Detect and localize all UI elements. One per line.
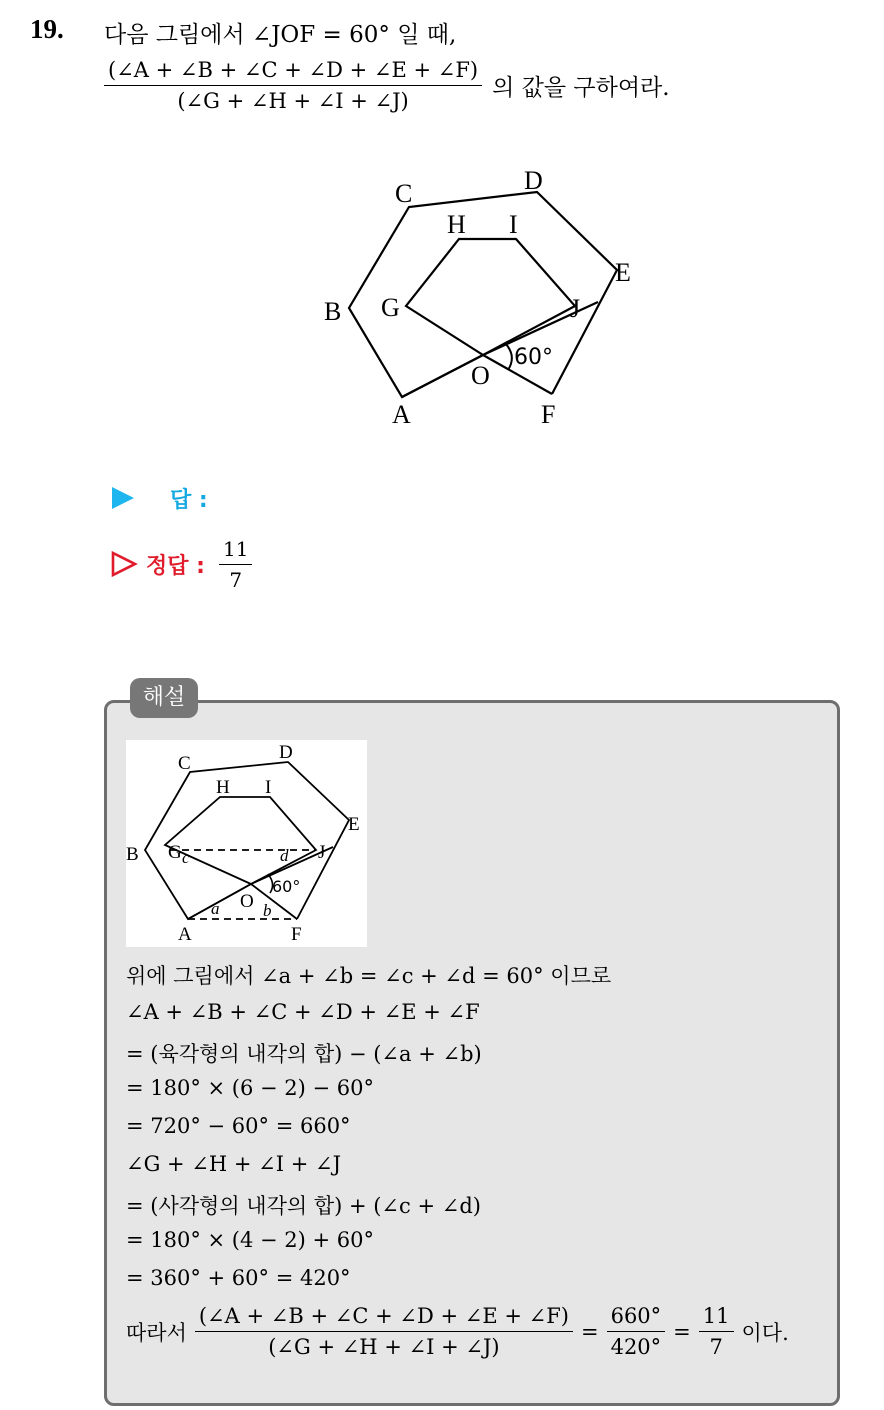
angle-60-arc <box>505 343 512 370</box>
final-result-fraction <box>699 1304 734 1359</box>
sol-angle-label: 60° <box>272 877 301 896</box>
sol-label-G: G <box>168 842 182 863</box>
solution-line-6: ∠G + ∠H + ∠I + ∠J <box>126 1152 342 1176</box>
sol-label-C: C <box>178 753 191 774</box>
final-fraction-numerator: (∠A + ∠B + ∠C + ∠D + ∠E + ∠F) <box>195 1304 573 1332</box>
solution-line-2: ∠A + ∠B + ∠C + ∠D + ∠E + ∠F <box>126 1000 480 1024</box>
sol-label-B: B <box>126 844 139 865</box>
sol-small-c: c <box>182 848 190 867</box>
solution-line-3: = (육각형의 내각의 합) − (∠a + ∠b) <box>126 1042 482 1066</box>
final-suffix: 이다. <box>741 1320 789 1345</box>
question-number: 19. <box>30 14 64 44</box>
question-expression <box>104 58 670 113</box>
sol-label-O: O <box>240 891 254 912</box>
label-O: O <box>471 361 490 390</box>
solution-line-5: = 720° − 60° = 660° <box>126 1114 351 1138</box>
label-I: I <box>509 210 518 239</box>
label-G: G <box>381 293 400 322</box>
label-B: B <box>324 297 342 326</box>
solution-line-9: = 360° + 60° = 420° <box>126 1266 351 1290</box>
question-line2-text: 의 값을 구하여라. <box>492 75 670 101</box>
final-fraction-denominator: (∠G + ∠H + ∠I + ∠J) <box>268 1335 500 1359</box>
solution-final-line <box>126 1304 789 1359</box>
sol-label-E: E <box>348 814 360 835</box>
label-F: F <box>541 400 556 429</box>
solution-figure <box>126 740 367 947</box>
final-mid-denominator: 420° <box>610 1335 662 1359</box>
sol-label-D: D <box>279 742 293 763</box>
final-mid-fraction <box>607 1304 666 1359</box>
correct-answer-label: 정답 : <box>146 553 205 579</box>
solution-line-8: = 180° × (4 − 2) + 60° <box>126 1228 375 1252</box>
final-result-numerator: 11 <box>699 1304 734 1332</box>
problem-figure <box>316 160 646 432</box>
solution-tag: 해설 <box>130 678 198 718</box>
question-fraction-denominator: (∠G + ∠H + ∠I + ∠J) <box>177 89 409 113</box>
label-C: C <box>395 179 413 208</box>
sol-label-J: J <box>318 842 326 863</box>
label-D: D <box>524 166 543 195</box>
sol-small-d: d <box>280 846 289 865</box>
question-line1: 다음 그림에서 ∠JOF = 60° 일 때, <box>104 22 457 48</box>
play-icon <box>110 485 136 511</box>
final-prefix: 따라서 <box>126 1320 187 1345</box>
answer-label: 답 : <box>170 487 208 513</box>
final-fraction <box>195 1304 573 1359</box>
final-result-denominator: 7 <box>709 1335 723 1359</box>
final-equals-2: = <box>673 1319 691 1344</box>
sol-label-I: I <box>265 777 272 798</box>
final-equals-1: = <box>580 1319 599 1344</box>
label-E: E <box>615 258 631 287</box>
label-H: H <box>447 210 466 239</box>
label-A: A <box>392 400 411 429</box>
sol-small-a: a <box>211 899 220 918</box>
solution-line-7: = (사각형의 내각의 합) + (∠c + ∠d) <box>126 1194 481 1218</box>
label-J: J <box>570 294 581 323</box>
answer-row <box>110 480 208 516</box>
sol-label-F: F <box>291 924 302 945</box>
question-fraction-numerator: (∠A + ∠B + ∠C + ∠D + ∠E + ∠F) <box>104 58 482 86</box>
correct-answer-row <box>110 536 252 592</box>
question-fraction <box>104 58 482 113</box>
solution-line-1: 위에 그림에서 ∠a + ∠b = ∠c + ∠d = 60° 이므로 <box>126 964 612 988</box>
correct-answer-denominator: 7 <box>229 567 243 592</box>
solution-line-4: = 180° × (6 − 2) − 60° <box>126 1076 375 1100</box>
correct-answer-numerator: 11 <box>219 537 252 565</box>
outline-triangle-icon <box>110 550 138 578</box>
final-mid-numerator: 660° <box>607 1304 666 1332</box>
angle-60-label: 60° <box>514 345 553 370</box>
sol-small-b: b <box>263 901 272 920</box>
hexagon-closing-path <box>402 394 552 397</box>
sol-label-A: A <box>178 924 192 945</box>
correct-answer-fraction <box>219 537 252 592</box>
sol-label-H: H <box>216 777 230 798</box>
